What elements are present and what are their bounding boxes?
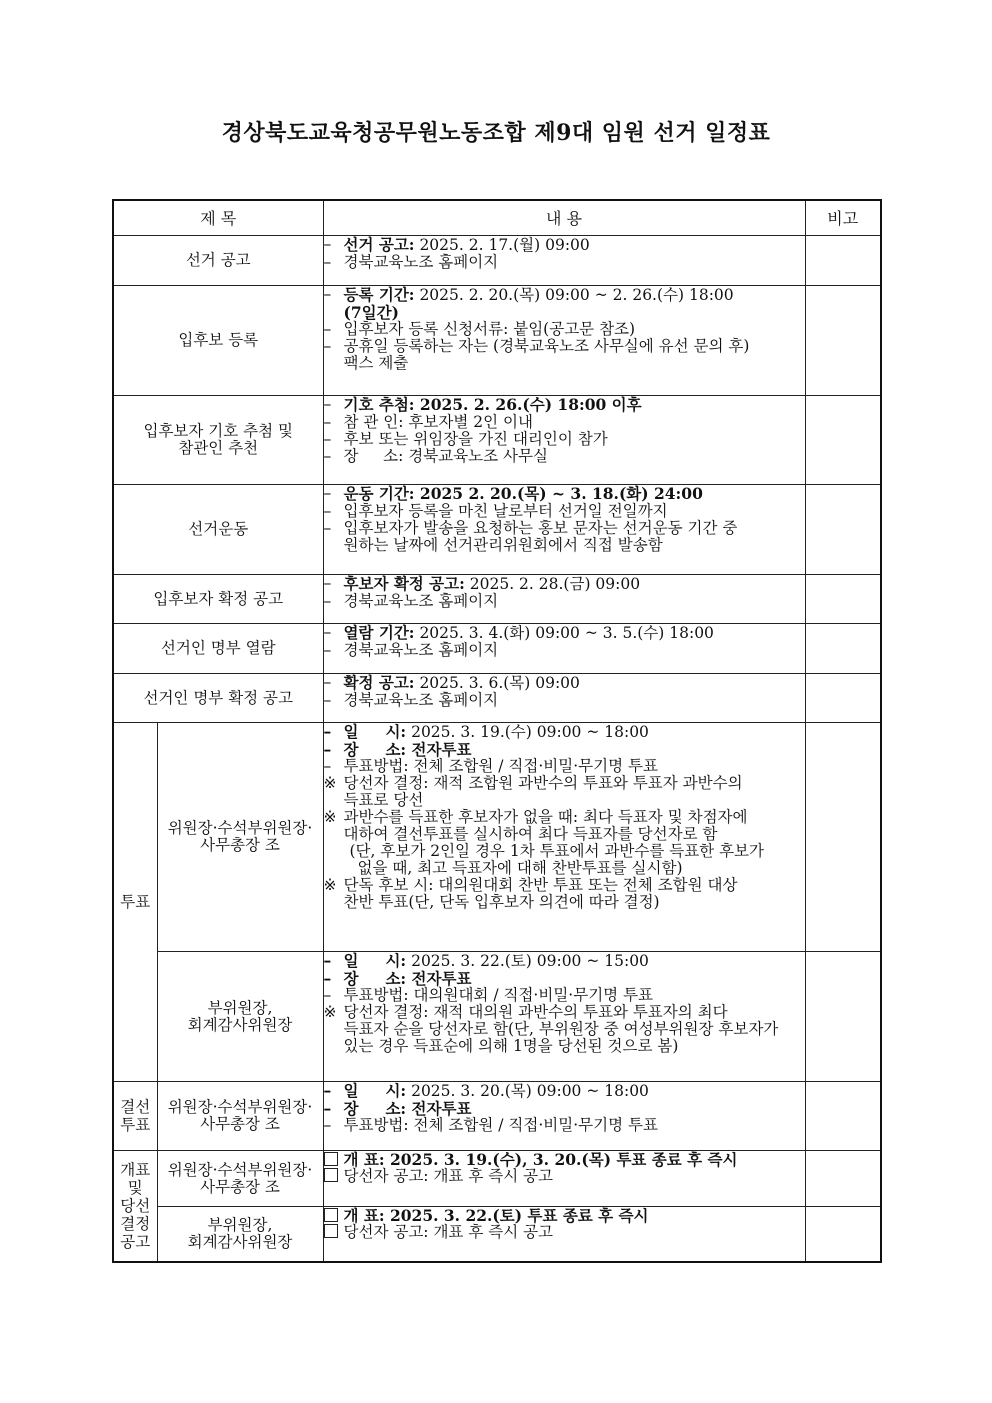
row-label: 위원장·수석부위원장· 사무총장 조	[157, 723, 323, 952]
row-label: 부위원장, 회계감사위원장	[157, 952, 323, 1082]
row-content: 개 표: 2025. 3. 22.(토) 투표 종료 후 즉시 당선자 공고: 개표 후 즉시 공고	[323, 1207, 805, 1262]
row-content: – 열람 기간: 2025. 3. 4.(화) 09:00 ~ 3. 5.(수) 18:00 – 경북교육노조 홈페이지	[323, 624, 805, 674]
count-group-label: 개표 및 당선 결정 공고	[113, 1151, 157, 1262]
row-runoff	[113, 1082, 881, 1151]
row-vote-vice	[113, 952, 881, 1082]
page-title: 경상북도교육청공무원노동조합 제9대 임원 선거 일정표	[221, 120, 771, 146]
row-note	[805, 396, 881, 485]
row-label: 선거운동	[113, 485, 323, 575]
row-count-chair	[113, 1151, 881, 1207]
row-note	[805, 1082, 881, 1151]
checkbox-icon	[324, 1208, 338, 1222]
row-note	[805, 624, 881, 674]
row-label: 위원장·수석부위원장· 사무총장 조	[157, 1151, 323, 1207]
row-content: – 등록 기간: 2025. 2. 20.(목) 09:00 ~ 2. 26.(수) 18:00 (7일간) – 입후보자 등록 신청서류: 붙임(공고문 참조) – 공휴일 등록하는 자는 (경북교육노조 사무실에 유선 문의 후) 팩스 제출	[323, 286, 805, 396]
row-note	[805, 1207, 881, 1262]
row-label: 선거 공고	[113, 236, 323, 286]
checkbox-icon	[324, 1168, 338, 1182]
row-label: 선거인 명부 확정 공고	[113, 674, 323, 723]
row-campaign	[113, 485, 881, 575]
row-candidate-confirmation	[113, 575, 881, 624]
row-voter-roster-view	[113, 624, 881, 674]
row-label: 부위원장, 회계감사위원장	[157, 1207, 323, 1262]
row-content: – 후보자 확정 공고: 2025. 2. 28.(금) 09:00 – 경북교육노조 홈페이지	[323, 575, 805, 624]
row-count-vice	[113, 1207, 881, 1262]
row-symbol-lottery	[113, 396, 881, 485]
schedule-table	[112, 199, 882, 1263]
row-note	[805, 485, 881, 575]
row-note	[805, 952, 881, 1082]
vote-group-label: 투표	[113, 723, 157, 1082]
runoff-group-label: 결선 투표	[113, 1082, 157, 1151]
row-voter-roster-confirm	[113, 674, 881, 723]
row-content: – 일 시: 2025. 3. 20.(목) 09:00 ~ 18:00 – 장 소: 전자투표 – 투표방법: 전체 조합원 / 직접·비밀·무기명 투표	[323, 1082, 805, 1151]
checkbox-icon	[324, 1152, 338, 1166]
row-note	[805, 674, 881, 723]
row-note	[805, 1151, 881, 1207]
header-row	[113, 200, 881, 236]
row-content: – 일 시: 2025. 3. 19.(수) 09:00 ~ 18:00 – 장 소: 전자투표 – 투표방법: 전체 조합원 / 직접·비밀·무기명 투표 ※ 당선자 결정: 재적 조합원 과반수의 투표와 투표자 과반수의 득표로 당선 ※ 과반수를 득표한 후보자가 없을 때: 최다 득표자 및 차점자에 대하여 결선투표를 실시하여 최다 득표자를 당선자로 함 (단, 후보가 2인일 경우 1차 투표에서 과반수를 득표한 후보가 없을 때, 최고 득표자에 대해 찬반투표를 실시함) ※ 단독 후보 시: 대의원대회 찬반 투표 또는 전체 조합원 대상 찬반 투표(단, 단독 입후보자 의견에 따라 결정)	[323, 723, 805, 952]
row-label: 입후보 등록	[113, 286, 323, 396]
row-note	[805, 236, 881, 286]
row-label: 입후보자 확정 공고	[113, 575, 323, 624]
row-election-announcement	[113, 236, 881, 286]
row-note	[805, 575, 881, 624]
header-content: 내 용	[323, 200, 805, 236]
row-content: – 운동 기간: 2025 2. 20.(목) ~ 3. 18.(화) 24:00 – 입후보자 등록을 마친 날로부터 선거일 전일까지 – 입후보자가 발송을 요청하는 홍보 문자는 선거운동 기간 중 원하는 날짜에 선거관리위원회에서 직접 발송함	[323, 485, 805, 575]
row-label: 선거인 명부 열람	[113, 624, 323, 674]
checkbox-icon	[324, 1224, 338, 1238]
row-note	[805, 723, 881, 952]
row-note	[805, 286, 881, 396]
row-vote-chair	[113, 723, 881, 952]
row-content: 개 표: 2025. 3. 19.(수), 3. 20.(목) 투표 종료 후 즉시 당선자 공고: 개표 후 즉시 공고	[323, 1151, 805, 1207]
row-content: – 일 시: 2025. 3. 22.(토) 09:00 ~ 15:00 – 장 소: 전자투표 – 투표방법: 대의원대회 / 직접·비밀·무기명 투표 ※ 당선자 결정: 재적 대의원 과반수의 투표와 투표자의 최다 득표자 순을 당선자로 함(단, 부위원장 중 여성부위원장 후보자가 있는 경우 득표순에 의해 1명을 당선된 것으로 봄)	[323, 952, 805, 1082]
row-label: 위원장·수석부위원장· 사무총장 조	[157, 1082, 323, 1151]
row-content: – 확정 공고: 2025. 3. 6.(목) 09:00 – 경북교육노조 홈페이지	[323, 674, 805, 723]
row-content: – 기호 추첨: 2025. 2. 26.(수) 18:00 이후 – 참 관 인: 후보자별 2인 이내 – 후보 또는 위임장을 가진 대리인이 참가 – 장 소: 경북교육노조 사무실	[323, 396, 805, 485]
row-label: 입후보자 기호 추첨 및 참관인 추천	[113, 396, 323, 485]
row-content: – 선거 공고: 2025. 2. 17.(월) 09:00 – 경북교육노조 홈페이지	[323, 236, 805, 286]
header-subject: 제 목	[113, 200, 323, 236]
row-candidate-registration	[113, 286, 881, 396]
header-note: 비고	[805, 200, 881, 236]
